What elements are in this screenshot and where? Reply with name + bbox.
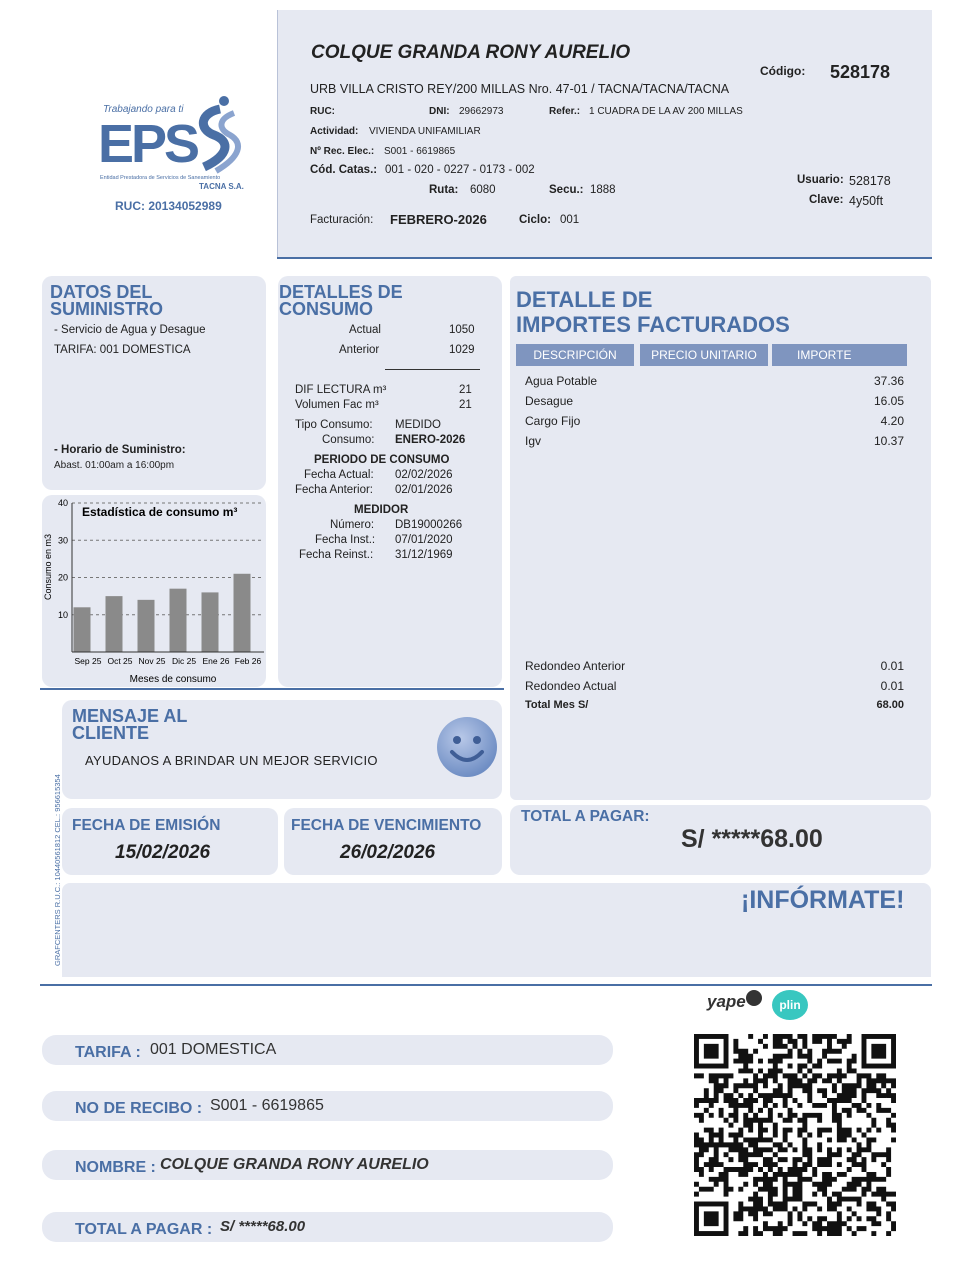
footer-tarifa-value: 001 DOMESTICA: [150, 1041, 277, 1058]
ruta-value: 6080: [470, 184, 496, 196]
footer-recibo-value: S001 - 6619865: [210, 1097, 324, 1114]
suministro-title-2: SUMINISTRO: [50, 299, 164, 319]
qr-finder-pattern: [704, 1044, 719, 1059]
footer-recibo: [42, 1091, 613, 1121]
consumo-divider: [385, 369, 480, 370]
catas-label: Cód. Catas.:: [310, 164, 378, 176]
footer-nombre-label: NOMBRE :: [75, 1159, 156, 1176]
printer-credit: GRAFCENTERS R.U.C.: 10440561812 CEL.: 956615354: [53, 774, 62, 966]
header-underline: [277, 257, 932, 259]
chart-ytick-label: 40: [57, 498, 68, 508]
chart-xtick-label: Oct 25: [107, 656, 133, 666]
actual-label: Actual: [349, 324, 381, 336]
qr-finder-pattern: [871, 1044, 886, 1059]
customer-address: URB VILLA CRISTO REY/200 MILLAS Nro. 47-01 / TACNA/TACNA/TACNA: [310, 82, 730, 96]
refer-value: 1 CUADRA DE LA AV 200 MILLAS: [589, 106, 743, 117]
footer-total-value: S/ *****68.00: [220, 1218, 306, 1235]
chart-ytick-label: 20: [57, 572, 68, 583]
redondeo-anterior-label: Redondeo Anterior: [525, 659, 626, 673]
secu-value: 1888: [590, 184, 616, 196]
customer-name: COLQUE GRANDA RONY AURELIO: [311, 42, 631, 63]
periodo-title: PERIODO DE CONSUMO: [314, 454, 450, 466]
company-logo: [95, 95, 265, 220]
anterior-label: Anterior: [339, 344, 380, 356]
qr-code: [694, 1034, 896, 1236]
numero-value: DB19000266: [395, 519, 463, 531]
chart-xtick-label: Sep 25: [74, 656, 102, 666]
total-mes-value: 68.00: [876, 699, 904, 711]
row-label: Igv: [525, 434, 542, 448]
chart-bar: [234, 574, 251, 652]
smiley-icon: [436, 716, 498, 778]
row-label: Desague: [525, 394, 574, 408]
logo-ruc: RUC: 20134052989: [115, 199, 222, 213]
ruta-label: Ruta:: [429, 184, 459, 196]
chart-bar: [106, 596, 123, 652]
usuario-label: Usuario:: [797, 174, 844, 186]
redondeo-actual-label: Redondeo Actual: [525, 679, 617, 693]
chart-bar: [74, 607, 91, 652]
vol-label: Volumen Fac m³: [295, 399, 379, 411]
anterior-value: 1029: [449, 344, 475, 356]
chart-title: Estadística de consumo m³: [82, 505, 238, 519]
clave-value: 4y50ft: [849, 194, 884, 208]
inst-value: 07/01/2020: [395, 534, 453, 546]
chart-xtick-label: Ene 26: [202, 656, 230, 666]
ciclo-value: 001: [560, 214, 580, 226]
footer-nombre-value: COLQUE GRANDA RONY AURELIO: [160, 1156, 429, 1173]
redondeo-anterior-value: 0.01: [880, 659, 904, 673]
row-value: 16.05: [873, 394, 904, 408]
emision-label: FECHA DE EMISIÓN: [72, 817, 221, 834]
dif-label: DIF LECTURA m³: [295, 384, 387, 396]
actual-value: 1050: [449, 324, 475, 336]
column-header-precio: PRECIO UNITARIO: [640, 344, 768, 366]
emision-value: 15/02/2026: [115, 842, 211, 863]
catas-value: 001 - 020 - 0227 - 0173 - 002: [385, 164, 535, 176]
rec-label: Nº Rec. Elec.:: [310, 146, 375, 157]
fecha-actual-value: 02/02/2026: [395, 469, 453, 481]
reinst-label: Fecha Reinst.:: [299, 549, 374, 561]
codigo-label: Código:: [760, 64, 806, 78]
mensaje-title-1: MENSAJE AL: [72, 706, 188, 726]
clave-label: Clave:: [809, 194, 844, 206]
rec-value: S001 - 6619865: [384, 146, 456, 157]
footer-recibo-label: NO DE RECIBO :: [75, 1100, 203, 1117]
reinst-value: 31/12/1969: [395, 549, 453, 561]
chart-ylabel: Consumo en m3: [43, 533, 53, 601]
horario-value: Abast. 01:00am a 16:00pm: [54, 460, 175, 471]
chart-ytick-label: 10: [57, 609, 68, 620]
vencimiento-label: FECHA DE VENCIMIENTO: [291, 817, 482, 834]
row-label: Cargo Fijo: [525, 414, 581, 428]
footer-nombre: [42, 1150, 613, 1180]
row-label: Agua Potable: [525, 374, 598, 388]
usuario-value: 528178: [849, 174, 891, 188]
chart-bar: [202, 592, 219, 652]
tipo-value: MEDIDO: [395, 419, 441, 431]
refer-label: Refer.:: [549, 106, 581, 117]
informate-rule: [40, 984, 932, 986]
importes-title-1: DETALLE DE: [516, 287, 653, 312]
medidor-title: MEDIDOR: [354, 504, 409, 516]
footer-total-label: TOTAL A PAGAR :: [75, 1221, 213, 1238]
facturacion-label: Facturación:: [310, 214, 374, 226]
dni-label: DNI:: [429, 106, 450, 117]
row-value: 37.36: [873, 374, 904, 388]
mensaje-text: AYUDANOS A BRINDAR UN MEJOR SERVICIO: [85, 753, 378, 768]
ruc-label: RUC:: [310, 106, 335, 117]
total-value: S/ *****68.00: [681, 825, 823, 853]
qr-finder-pattern: [704, 1211, 719, 1226]
chart-xlabel: Meses de consumo: [129, 674, 217, 685]
chart-xtick-label: Nov 25: [138, 656, 166, 666]
consumo-panel: [278, 276, 502, 687]
row-value: 10.37: [873, 434, 904, 448]
plin-logo: [772, 990, 808, 1020]
redondeo-actual-value: 0.01: [880, 679, 904, 693]
vol-value: 21: [459, 399, 472, 411]
chart-ytick-label: 30: [57, 535, 68, 546]
horario-label: - Horario de Suministro:: [54, 444, 186, 456]
chart-yticks: [58, 498, 68, 620]
total-mes-label: Total Mes S/: [525, 699, 589, 711]
dni-value: 29662973: [459, 106, 504, 117]
yape-coin-icon: [746, 990, 762, 1006]
left-section-rule: [40, 688, 504, 690]
dif-value: 21: [459, 384, 472, 396]
logo-tagline: Trabajando para ti: [103, 104, 184, 115]
footer-tarifa-label: TARIFA :: [75, 1044, 141, 1061]
inst-label: Fecha Inst.:: [315, 534, 376, 546]
fecha-anterior-label: Fecha Anterior:: [295, 484, 373, 496]
footer-total: [42, 1212, 613, 1242]
plin-text: plin: [779, 998, 801, 1012]
informate-title: ¡INFÓRMATE!: [741, 886, 905, 914]
wave-logo-icon: [190, 95, 250, 175]
yape-logo: [707, 992, 746, 1012]
logo-city: TACNA S.A.: [199, 182, 244, 191]
logo-brand: EPS: [98, 114, 198, 174]
consumo-title-1: DETALLES DE: [279, 282, 403, 302]
row-value: 4.20: [880, 414, 904, 428]
logo-entity: Entidad Prestadora de Servicios de Saneamiento: [100, 175, 221, 181]
fecha-actual-label: Fecha Actual:: [304, 469, 374, 481]
mensaje-title-2: CLIENTE: [72, 723, 150, 743]
chart-bar: [170, 589, 187, 652]
column-header-importe: IMPORTE: [772, 344, 907, 366]
suministro-title-1: DATOS DEL: [50, 282, 153, 302]
cons-label: Consumo:: [322, 434, 375, 446]
column-header-descripcion: DESCRIPCIÓN: [516, 344, 634, 366]
chart-xtick-label: Feb 26: [234, 656, 262, 666]
tarifa-text: TARIFA: 001 DOMESTICA: [54, 344, 191, 356]
tipo-label: Tipo Consumo:: [295, 419, 373, 431]
vencimiento-value: 26/02/2026: [340, 842, 436, 863]
servicio-text: - Servicio de Agua y Desague: [54, 324, 206, 336]
chart-bar: [138, 600, 155, 652]
numero-label: Número:: [330, 519, 375, 531]
fecha-anterior-value: 02/01/2026: [395, 484, 453, 496]
actividad-label: Actividad:: [310, 126, 359, 137]
footer-tarifa: [42, 1035, 613, 1065]
facturacion-value: FEBRERO-2026: [390, 212, 487, 227]
chart-bars: [74, 574, 251, 652]
consumo-title-2: CONSUMO: [279, 299, 373, 319]
yape-text: yape: [707, 992, 746, 1011]
cons-value: ENERO-2026: [395, 434, 466, 446]
secu-label: Secu.:: [549, 184, 584, 196]
ciclo-label: Ciclo:: [519, 214, 551, 226]
chart-xticks: [75, 656, 262, 666]
consumption-chart: [42, 495, 266, 687]
chart-xtick-label: Dic 25: [171, 656, 197, 666]
actividad-value: VIVIENDA UNIFAMILIAR: [369, 126, 481, 137]
importes-title-2: IMPORTES FACTURADOS: [516, 312, 790, 337]
total-label: TOTAL A PAGAR:: [521, 808, 650, 825]
codigo-value: 528178: [830, 62, 891, 82]
